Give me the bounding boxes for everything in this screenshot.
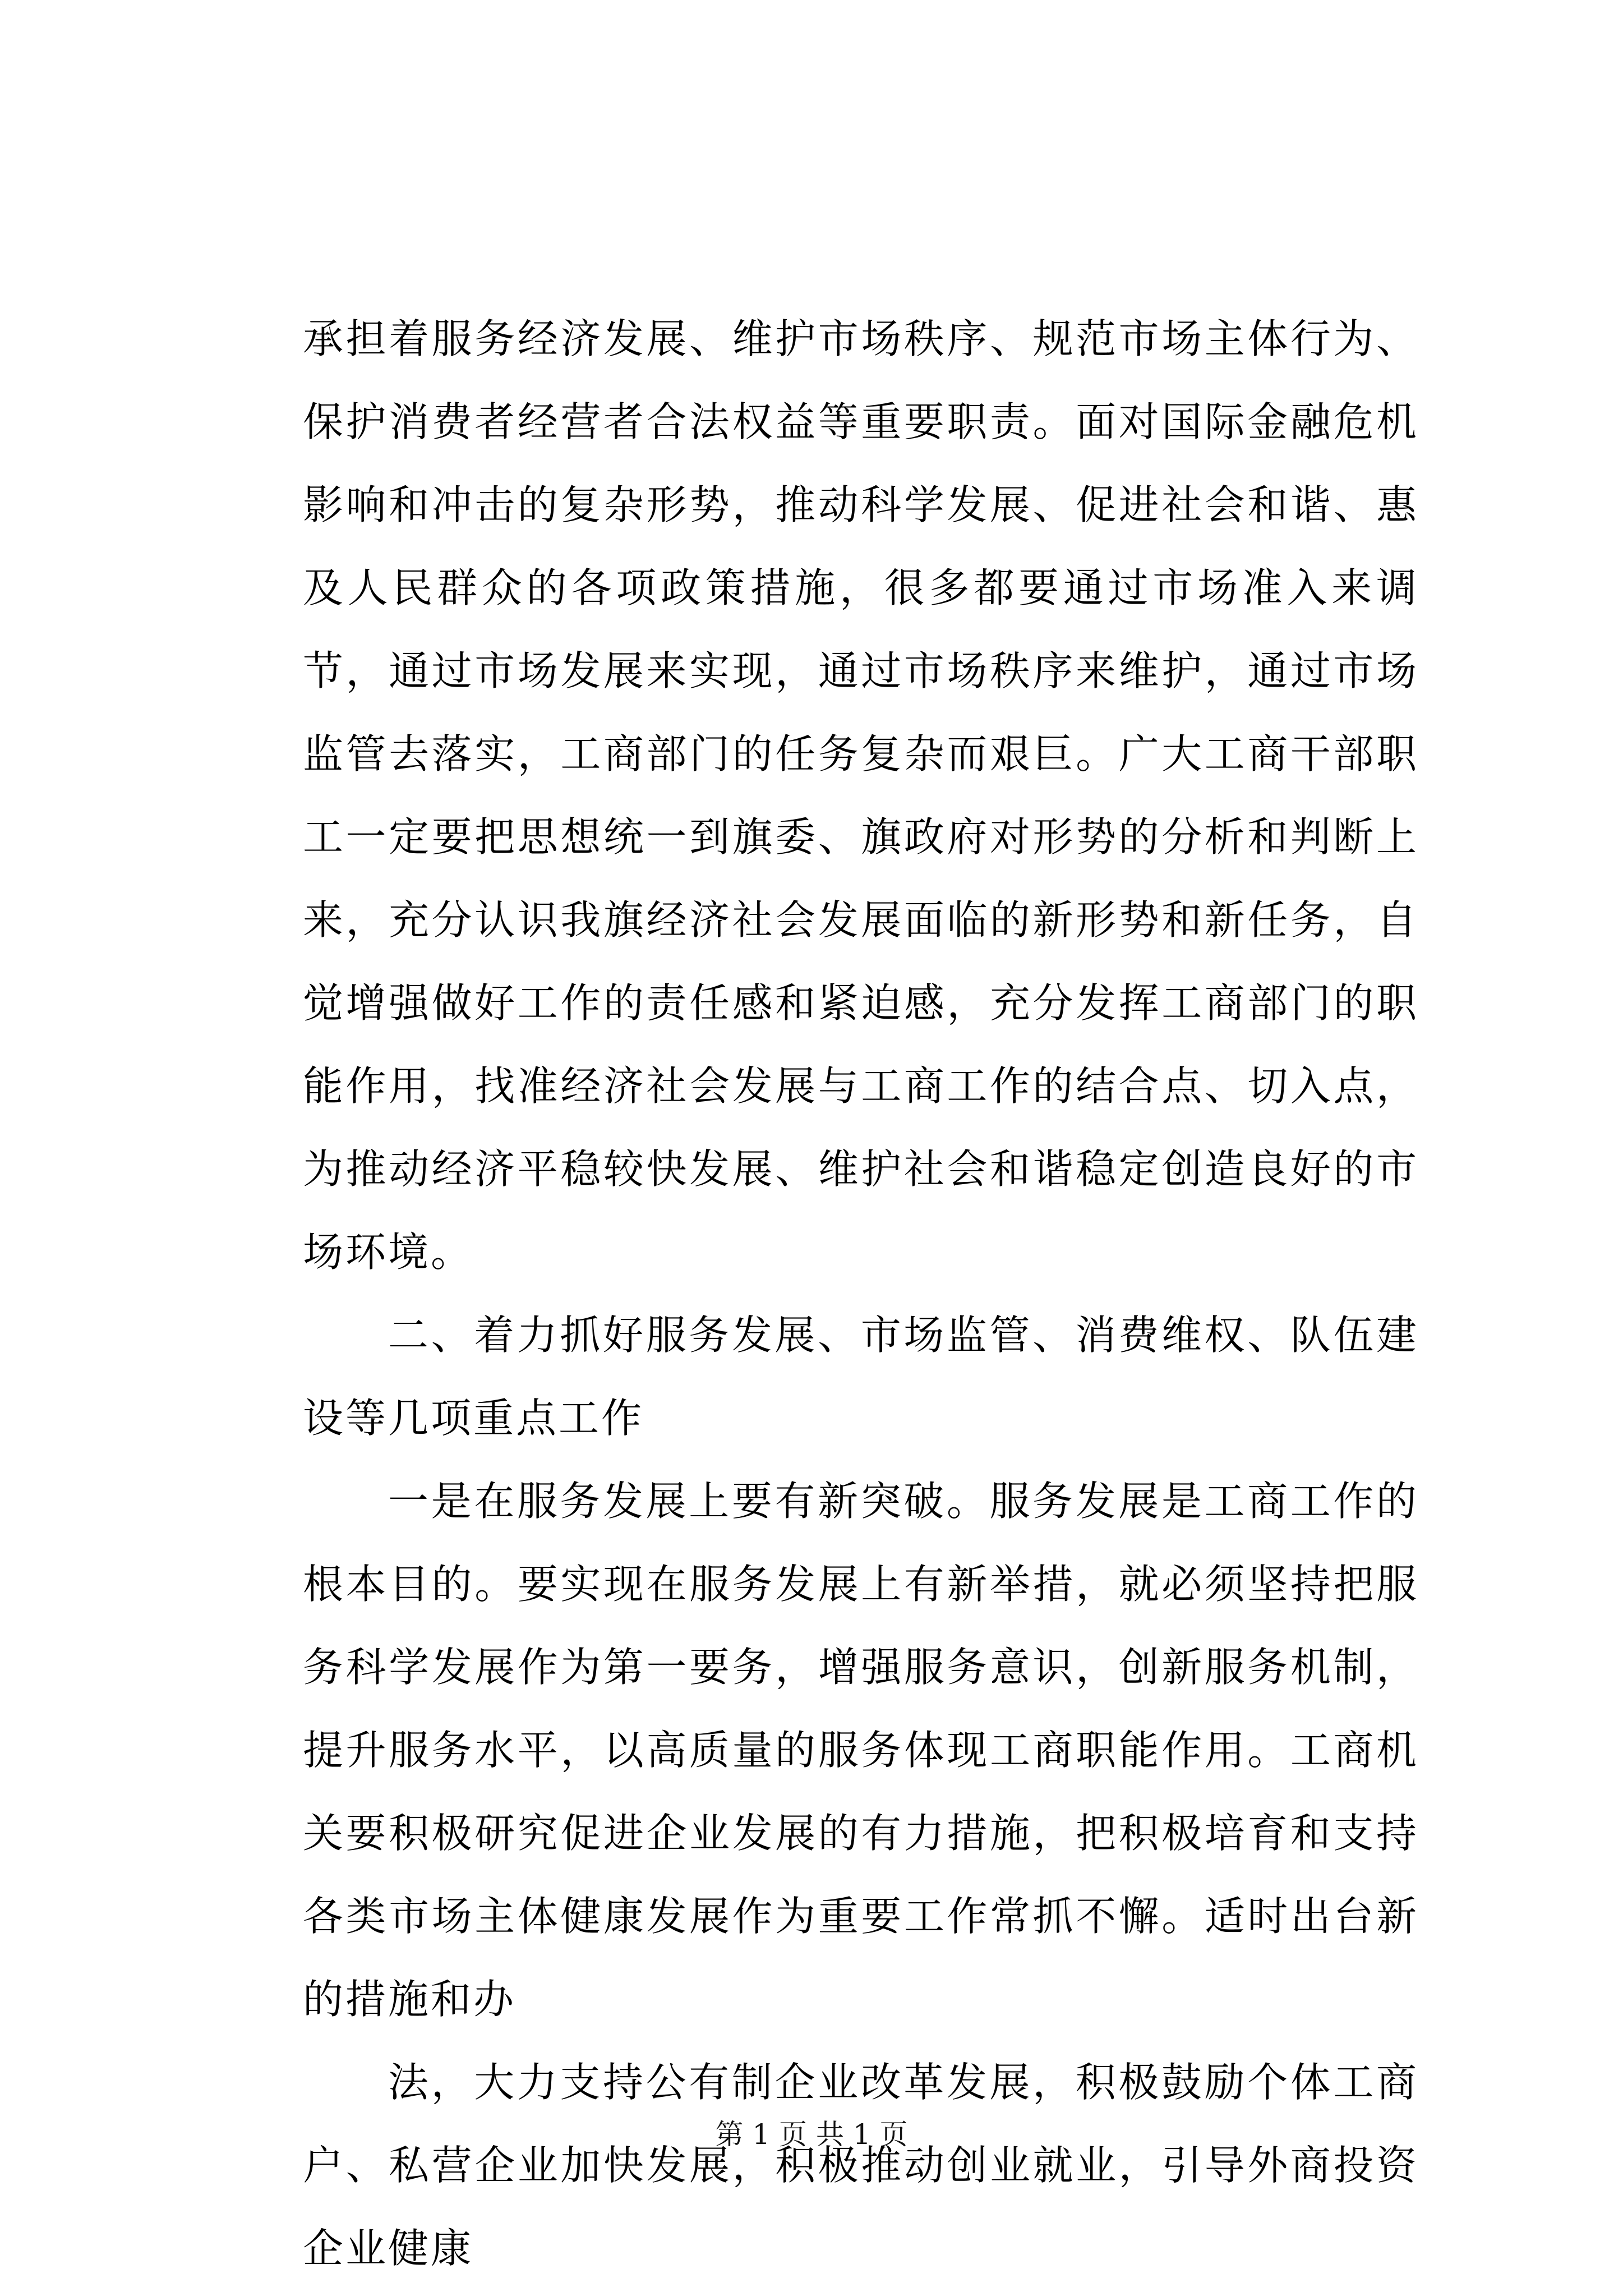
paragraph-continued: 承担着服务经济发展、维护市场秩序、规范市场主体行为、保护消费者经营者合法权益等重要职责。面对国际金融危机影响和冲击的复杂形势，推动科学发展、促进社会和谐、惠及人民群众的各项政策措施，很多都要通过市场准入来调节，通过市场发展来实现，通过市场秩序来维护，通过市场监管去落实，工商部门的任务复杂而艰巨。广大工商干部职工一定要把思想统一到旗委、旗政府对形势的分析和判断上来，充分认识我旗经济社会发展面临的新形势和新任务，自觉增强做好工作的责任感和紧迫感，充分发挥工商部门的职能作用，找准经济社会发展与工商工作的结合点、切入点，为推动经济平稳较快发展、维护社会和谐稳定创造良好的市场环境。 [303,315,1419,1276]
document-body [303,297,1419,2290]
section-heading: 二、着力抓好服务发展、市场监管、消费维权、队伍建设等几项重点工作 [303,1312,1419,1442]
paragraph-continuation: 法，大力支持公有制企业改革发展，积极鼓励个体工商户、私营企业加快发展，积极推动创业就业，引导外商投资企业健康 [303,2059,1419,2272]
paragraph-service-development: 一是在服务发展上要有新突破。服务发展是工商工作的根本目的。要实现在服务发展上有新举措，就必须坚持把服务科学发展作为第一要务，增强服务意识，创新服务机制，提升服务水平，以高质量的服务体现工商职能作用。工商机关要积极研究促进企业发展的有力措施，把积极培育和支持各类市场主体健康发展作为重要工作常抓不懈。适时出台新的措施和办 [303,1478,1419,2023]
page-footer: 第 1 页 共 1 页 [715,2118,908,2151]
